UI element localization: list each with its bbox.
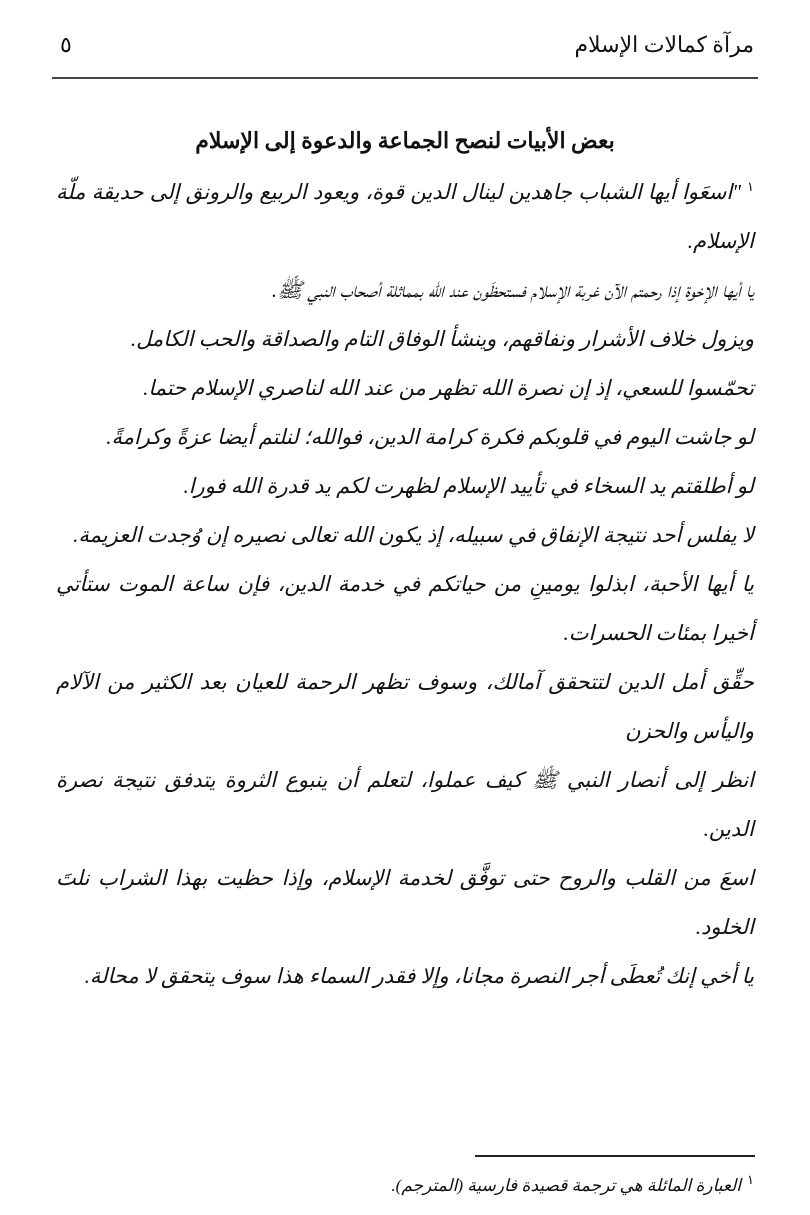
paragraph: يا أيها الإخوة إذا رحمتم الآن غربة الإسلام فستحظَون عند الله بمماثلة أصحاب النبي ﷺ. xyxy=(271,278,754,302)
book-title: مرآة كمالات الإسلام xyxy=(574,32,754,57)
poem-body xyxy=(56,168,754,1001)
header-rule xyxy=(52,77,758,79)
footnote-number: ١ xyxy=(747,1172,754,1188)
running-header xyxy=(52,30,758,70)
paragraph: حقِّق أمل الدين لتتحقق آمالك، وسوف تظهر الرحمة للعيان بعد الكثير من الآلام واليأس والحزن xyxy=(56,670,754,743)
paragraph: انظر إلى أنصار النبي ﷺ كيف عملوا، لتعلم أن ينبوع الثروة يتدفق نتيجة نصرة الدين. xyxy=(56,768,754,841)
page-number: ٥ xyxy=(60,32,72,57)
footnote-marker: ١ xyxy=(747,179,754,194)
paragraph: ويزول خلاف الأشرار ونفاقهم، وينشأ الوفاق التام والصداقة والحب الكامل. xyxy=(130,327,754,351)
paragraph: لا يفلس أحد نتيجة الإنفاق في سبيله، إذ يكون الله تعالى نصيره إن وُجدت العزيمة. xyxy=(73,523,754,547)
footnote-rule xyxy=(475,1155,755,1157)
paragraph: اسعَ من القلب والروح حتى توفَّق لخدمة الإسلام، وإذا حظيت بهذا الشراب نلتَ الخلود. xyxy=(56,866,754,939)
paragraph: $^١$"اسعَوا أيها الشباب جاهدين لينال الدين قوة، ويعود الربيع والرونق إلى حديقة ملّة الإسلام. xyxy=(56,179,754,253)
paragraph: لو جاشت اليوم في قلوبكم فكرة كرامة الدين، فوالله؛ لنلتم أيضا عزةً وكرامةً. xyxy=(106,425,754,449)
footnote-text: العبارة المائلة هي ترجمة قصيدة فارسية (المترجم). xyxy=(391,1176,742,1195)
paragraph: يا أيها الأحبة، ابذلوا يومينِ من حياتكم في خدمة الدين، فإن ساعة الموت ستأتي أخيرا بمئات الحسرات. xyxy=(56,572,754,645)
footnote xyxy=(391,1172,754,1196)
paragraph: لو أطلقتم يد السخاء في تأييد الإسلام لظهرت لكم يد قدرة الله فورا. xyxy=(183,474,754,498)
paragraph: يا أخي إنك تُعطَى أجر النصرة مجانا، وإلا فقدر السماء هذا سوف يتحقق لا محالة. xyxy=(84,964,754,988)
section-heading: بعض الأبيات لنصح الجماعة والدعوة إلى الإسلام xyxy=(195,128,615,153)
paragraph: تحمّسوا للسعي، إذ إن نصرة الله تظهر من عند الله لناصري الإسلام حتما. xyxy=(143,376,754,400)
